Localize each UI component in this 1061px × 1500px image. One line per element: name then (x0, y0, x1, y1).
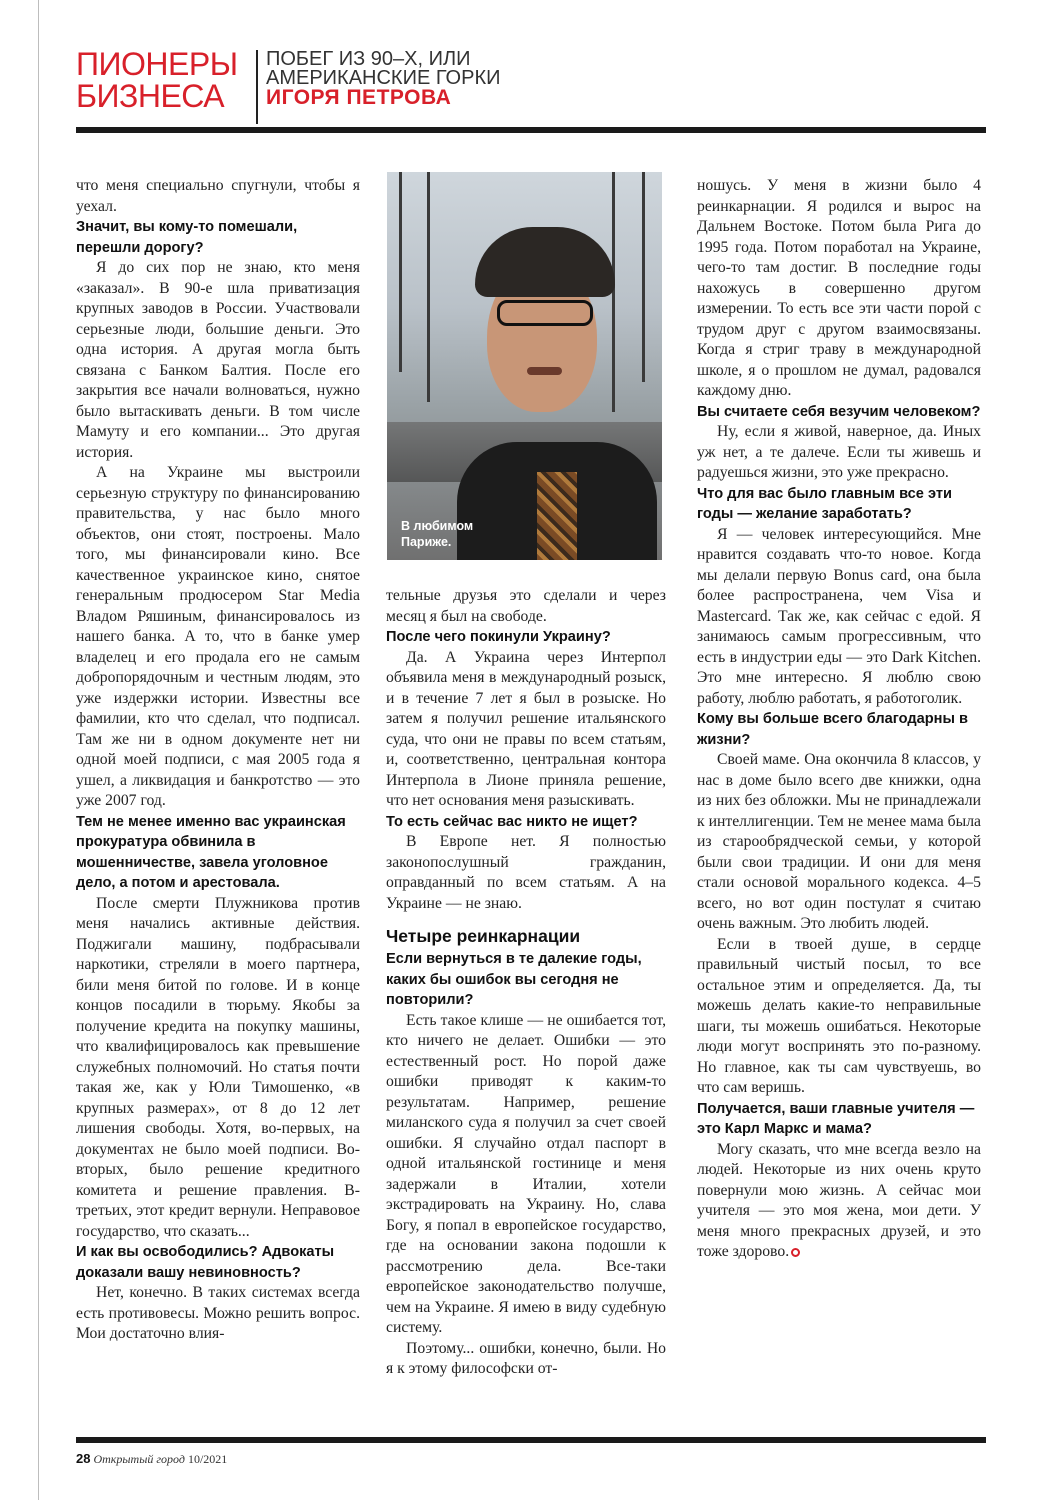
paragraph: А на Украине мы выстроили серьезную структуру по финансированию правительства, у нас было много объектов, они стоят, построены. Мало того, мы финансировали кино. Все качественное украинское кино, снятое генеральным продюсером Star Media Владом Ряшиным, финансировалось из нашего банка. А то, что в банке умер владелец и его продала его не самым добропорядочным и честным людям, это уже издержки истории. Известны все фамилии, кто что сделал, что подписал. Там же ни в одном документе нет ни одной моей подписи, с мая 2005 года я ушел, а ликвидация и банкротство — это уже 2007 год. (76, 464, 360, 809)
interview-question: Вы считаете себя везучим человеком? (697, 403, 981, 420)
paragraph: тельные друзья это сделали и через месяц я был на свободе. (386, 587, 666, 625)
paragraph: Я до сих пор не знаю, кто меня «заказал». В 90-е шла приватизация крупных заводов в России. Участвовали серьезные люди, большие деньги. Это одна история. А другая могла быть связана с Банком Балтия. После его закрытия все начали волноваться, нужно было вытаскивать деньги. В том числе Мамуту и его компании... Это другая история. (76, 259, 360, 461)
interview-question: И как вы освободились? Адвокаты доказали вашу невиновность? (76, 1244, 335, 1281)
interview-question: Значит, вы кому-то помешали, перешли дорогу? (76, 219, 298, 256)
article-header (76, 48, 986, 128)
section-subheading: Четыре реинкарнации (386, 926, 581, 946)
headline-line-3: ИГОРЯ ПЕТРОВА (266, 86, 452, 109)
header-rule (76, 127, 986, 133)
headline-line-2: АМЕРИКАНСКИЕ ГОРКИ (266, 67, 501, 89)
page-footer (76, 1452, 227, 1466)
paragraph: Ну, если я живой, наверное, да. Иных уж нет, а те далече. Если ты живешь и радуешься жизни, это уже прекрасно. (697, 423, 981, 481)
paragraph: ношусь. У меня в жизни было 4 реинкарнации. Я родился и вырос на Дальнем Востоке. Потом была Рига до 1995 года. Потом поработал на Украине, чего-то там достиг. В последние годы нахожусь в совершенно другом измерении. То есть все эти части порой с трудом друг с другом взаимосвязаны. Когда я стриг траву в международной школе, я о прошлом не думал, радовался каждому дню. (697, 177, 981, 399)
paragraph: После смерти Плужникова против меня начались активные действия. Поджигали машину, подбрасывали наркотики, стреляли в моего партнера, били меня битой по голове. И в конце концов посадили в тюрьму. Якобы за получение кредита на покупку машины, что квалифицировалось как превышение служебных полномочий. Но статья почти такая же, как у Юли Тимошенко, «в крупных размерах», от 8 до 12 лет лишения свободы. Хотя, во-первых, на документах не было моей подписи. Во-вторых, было решение кредитного комитета и решение правления. В-третьих, этот кредит вернули. Неправовое государство, что сказать... (76, 894, 360, 1240)
portrait-photo (387, 172, 662, 560)
rubric-line-1: ПИОНЕРЫ (76, 46, 238, 82)
interview-question: После чего покинули Украину? (386, 629, 611, 645)
text-column-3 (697, 176, 981, 1263)
article-headline (266, 50, 686, 107)
final-paragraph-text: Могу сказать, что мне всегда везло на людей. Некоторые из них очень круто повернули мою жизнь. А сейчас мои учителя — это моя жена, мои дети. У меня много прекрасных друзей, и это тоже здорово. (697, 1140, 981, 1260)
page-edge-line (38, 0, 39, 1500)
photo-caption (401, 518, 473, 550)
headline-line-1: ПОБЕГ ИЗ 90–Х, ИЛИ (266, 48, 471, 70)
paragraph (697, 1140, 981, 1263)
photo-caption-line-2: Париже. (401, 535, 452, 549)
paragraph: Если в твоей душе, в сердце правильный чистый посыл, то все остальное этим и определяется. Да, ты можешь делать какие-то неправильные шаги, ты можешь ошибаться. Некоторые люди могут воспринять это по-разному. Но главное, как ты сам чувствуешь, во что сам веришь. (697, 935, 981, 1096)
interview-question: То есть сейчас вас никто не ищет? (386, 813, 638, 830)
paragraph: что меня специально спугнули, чтобы я уехал. (76, 177, 360, 215)
interview-question: Кому вы больше всего благодарны в жизни? (697, 711, 968, 748)
magazine-name: Открытый город (93, 1452, 185, 1466)
paragraph: Есть такое клише — не ошибается тот, кто ничего не делает. Ошибки — это естественный рост. Но порой даже ошибки приводят к каким-то результатам. Например, решение миланского суда я получил за счет своей ошибки. Я случайно отдал паспорт в одной итальянской гостинице и меня задержали в Италии, хотели экстрадировать на Украину. Но, слава Богу, я попал в европейское государство, где на основании закона подошли к рассмотрению дела. Все-таки европейское законодательство получше, чем на Украине. Я имею в виду судебную систему. (386, 1011, 666, 1336)
paragraph: Да. А Украина через Интерпол объявила меня в международный розыск, и в течение 7 лет я был в розыске. Но затем я получил решение итальянского суда, что они не правы по всем статьям, и, соответственно, центральная контора Интерпола в Лионе приняла решение, что нет основания меня разыскивать. (386, 648, 666, 809)
rubric-line-2: БИЗНЕСА (76, 78, 225, 114)
paragraph: Своей маме. Она окончила 8 классов, у нас в доме было всего две книжки, одна из них без обложки. Мы не принадлежали к интеллигенции. Тем не менее мама была из старообрядческой семьи, у которой были свои традиции. И они для меня стали основой морального кодекса. 4–5 всего, но вот один постулат я считаю очень важным. Это любить людей. (697, 751, 981, 932)
end-of-article-circle-icon (791, 1248, 800, 1257)
footer-rule (76, 1437, 986, 1443)
interview-question: Если вернуться в те далекие годы, каких бы ошибок вы сегодня не повторили? (386, 951, 642, 1008)
interview-question: Получается, ваши главные учителя — это Карл Маркс и мама? (697, 1100, 975, 1137)
interview-question: Тем не менее именно вас украинская прокуратура обвинила в мошенничестве, завела уголовное дело, а потом и арестовала. (76, 813, 346, 891)
paragraph: Нет, конечно. В таких системах всегда есть противовесы. Можно решить вопрос. Мои достаточно влия- (76, 1284, 360, 1342)
photo-caption-line-1: В любимом (401, 519, 474, 533)
text-column-1 (76, 176, 360, 1345)
paragraph: Поэтому... ошибки, конечно, были. Но я к этому философски от- (386, 1339, 666, 1377)
paragraph: В Европе нет. Я полностью законопослушный гражданин, оправданный по всем статьям. А на Украине — не знаю. (386, 833, 666, 912)
page-number: 28 (76, 1451, 91, 1466)
interview-question: Что для вас было главным все эти годы — желание заработать? (697, 485, 952, 522)
rubric-label (76, 48, 246, 112)
text-column-2 (386, 586, 666, 1380)
issue-number: 10/2021 (187, 1452, 228, 1466)
header-divider (256, 50, 258, 124)
paragraph: Я — человек интересующийся. Мне нравится создавать что-то новое. Когда мы делали первую Bonus card, она была более распространена, чем Visa и Mastercard. Так же, как сейчас с едой. Я занимаюсь самым прогрессивным, что есть в индустрии еды — это Dark Kitchen. Это мне интересно. Я люблю свою работу, люблю работать, я работоголик. (697, 525, 981, 707)
